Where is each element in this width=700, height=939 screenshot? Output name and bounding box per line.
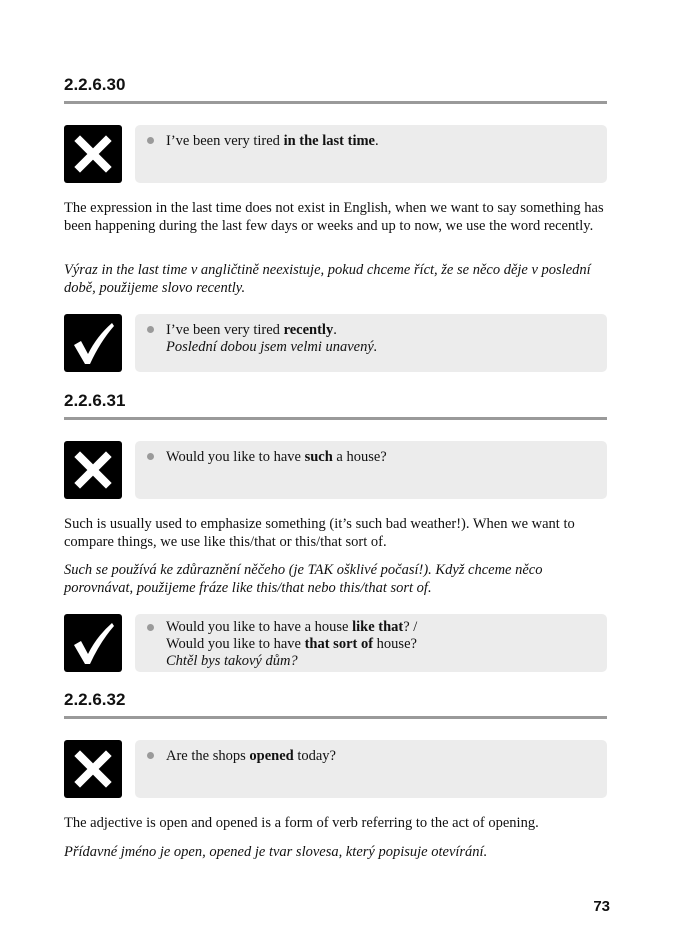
example-highlight: recently (283, 322, 334, 338)
bullet-icon (147, 453, 154, 460)
example-text: . (374, 133, 379, 149)
example-highlight: that sort of (304, 636, 374, 652)
explanation-en: The adjective is open and opened is a form of verb referring to the act of opening. (64, 815, 539, 831)
example-text: I’ve been very tired (166, 133, 284, 149)
example-text: . (333, 322, 337, 338)
example-highlight: such (304, 449, 333, 465)
section-rule (64, 417, 607, 420)
example-text: Would you like to have (166, 449, 305, 465)
example-highlight: like that (352, 619, 404, 635)
section-heading: 2.2.6.32 (64, 690, 126, 709)
explanation-en: The expression in the last time does not exist in English, when we want to say something has been happening during the last few days or weeks and up to now, we use the word recently. (64, 200, 604, 234)
example-translation: Chtěl bys takový dům? (166, 653, 298, 669)
bullet-icon (147, 752, 154, 759)
wrong-example-box (135, 441, 607, 499)
cross-icon (64, 740, 122, 798)
section-rule (64, 716, 607, 719)
wrong-example-box (135, 740, 607, 798)
example-text: Are the shops (166, 748, 250, 764)
correct-example-box (135, 614, 607, 672)
bullet-icon (147, 624, 154, 631)
explanation-cz: Přídavné jméno je open, opened je tvar slovesa, který popisuje otevírání. (64, 844, 488, 860)
example-highlight: in the last time (283, 133, 375, 149)
section-rule (64, 101, 607, 104)
example-highlight: opened (249, 748, 294, 764)
check-icon (64, 614, 122, 672)
correct-example-box (135, 314, 607, 372)
example-text: I’ve been very tired (166, 322, 284, 338)
check-icon (64, 314, 122, 372)
example-text: today? (293, 748, 336, 764)
bullet-icon (147, 137, 154, 144)
section-heading: 2.2.6.30 (64, 75, 126, 94)
explanation-en: Such is usually used to emphasize something (it’s such bad weather!). When we want to compare things, we use like this/that or this/that sort of. (64, 516, 575, 550)
example-text: a house? (332, 449, 387, 465)
bullet-icon (147, 326, 154, 333)
example-translation: Poslední dobou jsem velmi unavený. (166, 339, 378, 355)
example-text: Would you like to have (166, 636, 305, 652)
section-heading: 2.2.6.31 (64, 391, 126, 410)
explanation-cz: Výraz in the last time v angličtině neexistuje, pokud chceme říct, že se něco děje v poslední době, použijeme slovo recently. (64, 262, 591, 296)
page-number: 73 (593, 898, 610, 915)
example-text: house? (373, 636, 417, 652)
cross-icon (64, 441, 122, 499)
example-text: Would you like to have a house (166, 619, 353, 635)
explanation-cz: Such se používá ke zdůraznění něčeho (je TAK ošklivé počasí!). Když chceme něco porovnávat, použijeme fráze like this/that nebo this/that sort of. (64, 562, 543, 596)
wrong-example-box (135, 125, 607, 183)
example-text: ? / (403, 619, 418, 635)
cross-icon (64, 125, 122, 183)
